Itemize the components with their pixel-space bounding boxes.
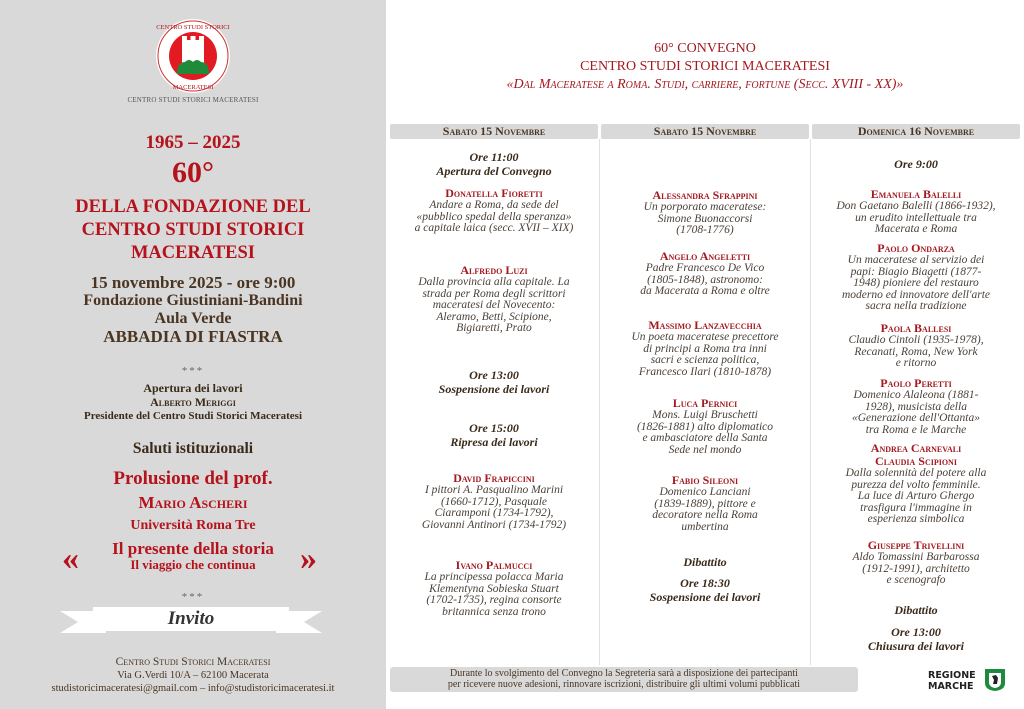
- schedule-item: [812, 539, 1020, 587]
- talk-line: La luce di Arturo Ghergo: [857, 490, 975, 502]
- talk-line: Domenico Lanciani: [659, 486, 751, 498]
- foundation-line: DELLA FONDAZIONE DEL: [75, 197, 311, 217]
- schedule-item: [601, 397, 809, 456]
- svg-text:CENTRO STUDI STORICI: CENTRO STUDI STORICI: [156, 24, 230, 31]
- talk-line: Klementyna Sobieska Stuart: [429, 582, 559, 595]
- schedule-item: [390, 368, 598, 396]
- talk-line: La principessa polacca Maria: [424, 571, 564, 583]
- talk-line: I pittori A. Pasqualino Marini: [424, 484, 564, 496]
- item-time: Ore 11:00: [469, 150, 519, 164]
- talk-line: Macerata e Roma: [874, 223, 958, 235]
- item-event: Chiusura dei lavori: [867, 639, 965, 653]
- lecture-subtitle: Il viaggio che continua: [130, 557, 256, 572]
- item-event: Sospensione dei lavori: [438, 382, 550, 396]
- schedule-item: [812, 322, 1020, 370]
- talk-line: Domenico Alaleona (1881-: [853, 389, 979, 401]
- talk-line: Don Gaetano Balelli (1866-1932),: [836, 200, 996, 212]
- anniversary: 60°: [172, 156, 214, 189]
- venue-line: Aula Verde: [154, 310, 232, 327]
- speaker-name: David Frapiccini: [453, 471, 535, 485]
- talk-line: Francesco Ilari (1810-1878): [638, 365, 772, 378]
- talk-line: sacri e scienza politica,: [650, 354, 760, 366]
- talk-line: Giovanni Antinori (1734-1792): [421, 518, 567, 531]
- logo-caption: CENTRO STUDI STORICI MACERATESI: [127, 96, 259, 104]
- regione-marche-logo: [928, 668, 1008, 694]
- item-time: Ore 13:00: [891, 625, 941, 639]
- speaker-name: Luca Pernici: [672, 396, 738, 410]
- talk-line: maceratesi del Novecento:: [432, 299, 556, 311]
- lecture-label: Prolusione del prof.: [113, 468, 273, 489]
- talk-line: moderno ed innovatore dell'arte: [842, 288, 990, 301]
- talk-line: umbertina: [681, 520, 729, 533]
- talk-line: di principi a Roma tra inni: [643, 342, 767, 355]
- opening-block: [0, 381, 386, 423]
- talk-line: (1839-1889), pittore e: [654, 497, 756, 510]
- schedule-item: [601, 319, 809, 378]
- talk-line: (1708-1776): [676, 224, 734, 236]
- talk-line: «Generazione dell'Ottanta»: [852, 412, 980, 424]
- talk-line: Un maceratese al servizio dei: [847, 254, 985, 266]
- talk-line: sacra nella tradizione: [865, 300, 967, 312]
- talk-line: purezza del volto femminile.: [851, 478, 981, 491]
- speaker-name: Massimo Lanzavecchia: [648, 318, 762, 332]
- speaker-name: Fabio Sileoni: [671, 473, 739, 487]
- speaker-name: Paolo Ondarza: [877, 241, 955, 255]
- foundation-line: CENTRO STUDI STORICI: [81, 220, 305, 240]
- talk-line: (1912-1991), architetto: [862, 562, 970, 575]
- column-divider: [599, 139, 600, 665]
- talk-line: Simone Buonaccorsi: [657, 212, 753, 225]
- schedule-item: [812, 603, 1020, 617]
- item-time: Ore 18:30: [680, 576, 730, 590]
- divider-stars: ***: [181, 365, 205, 377]
- foundation-title: [0, 196, 386, 265]
- talk-line: Andare a Roma, da sede del: [429, 199, 559, 211]
- talk-line: Un poeta maceratese precettore: [631, 331, 779, 343]
- talk-line: Aleramo, Betti, Scipione,: [436, 310, 552, 323]
- talk-line: da Macerata a Roma e oltre: [640, 285, 770, 297]
- schedule-item: [812, 188, 1020, 236]
- schedule-item: [812, 377, 1020, 436]
- address-org: Centro Studi Storici Maceratesi: [115, 656, 271, 668]
- speaker-name: Angelo Angeletti: [659, 249, 751, 263]
- event-details: [0, 274, 386, 346]
- talk-line: Dalla provincia alla capitale. La: [418, 276, 570, 288]
- speaker-name: Giuseppe Trivellini: [867, 538, 965, 552]
- schedule-item: [601, 250, 809, 298]
- speaker-name: Emanuela Balelli: [870, 187, 962, 201]
- opening-name: Alberto Meriggi: [150, 395, 236, 409]
- schedule-item: [812, 625, 1020, 653]
- lecture-title: Il presente della storia: [112, 539, 274, 558]
- greetings: Saluti istituzionali: [132, 440, 254, 457]
- schedule-item: [390, 559, 598, 618]
- talk-line: (1805-1848), astronomo:: [647, 273, 763, 286]
- date-time: 15 novembre 2025 - ore 9:00: [90, 273, 296, 292]
- talk-line: Padre Francesco De Vico: [645, 262, 765, 274]
- schedule-item: [601, 474, 809, 533]
- talk-line: e ambasciatore della Santa: [642, 432, 768, 444]
- schedule-item: [390, 421, 598, 449]
- talk-line: (1660-1712), Pasquale: [440, 495, 548, 508]
- place: ABBADIA DI FIASTRA: [103, 327, 283, 346]
- sponsor-line: MARCHE: [928, 681, 974, 692]
- venue-line: Fondazione Giustiniani-Bandini: [83, 292, 303, 309]
- program-panel: [386, 0, 1024, 709]
- talk-line: Dalla solennità del potere alla: [845, 467, 987, 479]
- talk-line: Bigiaretti, Prato: [456, 322, 532, 334]
- address-emails[interactable]: studistoricimaceratesi@gmail.com – info@studistoricimaceratesi.it: [51, 683, 335, 694]
- schedule-item: [812, 157, 1020, 171]
- talk-line: (1826-1881) alto diplomatico: [636, 420, 774, 433]
- left-panel: [0, 0, 386, 709]
- talk-line: (1702-1735), regina consorte: [426, 594, 562, 606]
- program-header: [386, 40, 1024, 94]
- foundation-line: MACERATESI: [130, 243, 256, 263]
- schedule-item: [390, 264, 598, 335]
- theme-title: «Dal Maceratese a Roma. Studi, carriere, fortune (Secc. XVIII - XX)»: [506, 77, 904, 92]
- secretariat-note: [390, 667, 858, 692]
- speaker-name: Donatella Fioretti: [445, 186, 543, 200]
- talk-line: Un porporato maceratese:: [643, 201, 767, 213]
- speaker-name: Paola Ballesi: [880, 321, 952, 335]
- lecture-title-block: [0, 539, 386, 577]
- lecturer-university: Università Roma Tre: [130, 518, 256, 533]
- item-event: Ripresa dei lavori: [450, 435, 538, 449]
- svg-text:MACERATESI: MACERATESI: [172, 84, 214, 91]
- address-block: [0, 656, 386, 695]
- day-header-1: Sabato 15 Novembre: [390, 124, 598, 139]
- item-time: Ore 9:00: [894, 157, 938, 171]
- talk-line: Recanati, Roma, New York: [854, 345, 978, 358]
- talk-line: tra Roma e le Marche: [865, 423, 967, 436]
- talk-line: Ciaramponi (1734-1792),: [434, 507, 554, 519]
- note-line: per ricevere nuove adesioni, rinnovare iscrizioni, distribuire gli ultimi volumi pubblicati: [447, 679, 801, 690]
- talk-line: Sede nel mondo: [668, 443, 742, 456]
- years: 1965 – 2025: [145, 132, 241, 153]
- schedule-item: [812, 442, 1020, 526]
- talk-line: e ritorno: [895, 357, 937, 369]
- day-header-3: Domenica 16 Novembre: [812, 124, 1020, 139]
- talk-line: trasfigura l'immagine in: [860, 501, 972, 514]
- column-divider: [810, 139, 811, 665]
- schedule-item: [390, 472, 598, 531]
- schedule-item: [601, 555, 809, 569]
- quote-close: »: [300, 540, 317, 577]
- schedule-item: [812, 242, 1020, 313]
- talk-line: «pubblico spedal della speranza»: [416, 210, 572, 223]
- opening-label: Apertura dei lavori: [143, 381, 243, 395]
- talk-line: Claudio Cintoli (1935-1978),: [848, 334, 984, 346]
- talk-line: britannica senza trono: [442, 605, 546, 618]
- speaker-name: Alessandra Sfrappini: [652, 188, 758, 202]
- invite-ribbon: [60, 607, 322, 637]
- lecturer-name: Mario Ascheri: [138, 493, 248, 512]
- talk-line: papi: Biagio Biagetti (1877-: [850, 265, 982, 278]
- item-time: Ore 15:00: [469, 421, 519, 435]
- logo-icon: [155, 18, 231, 94]
- talk-line: un erudito intellettuale tra: [855, 211, 977, 224]
- regione-marche-text: [928, 670, 976, 692]
- schedule-item: [601, 576, 809, 604]
- divider-stars: ***: [181, 591, 205, 603]
- schedule-item: [390, 187, 598, 235]
- talk-line: 1928), musicista della: [865, 400, 967, 413]
- day-header-2: Sabato 15 Novembre: [601, 124, 809, 139]
- item-time: Ore 13:00: [469, 368, 519, 382]
- opening-role: Presidente del Centro Studi Storici Maceratesi: [83, 410, 303, 422]
- speaker-name: Claudia Scipioni: [875, 454, 957, 468]
- talk-line: Mons. Luigi Bruschetti: [652, 409, 758, 421]
- talk-line: 1948) pioniere del restauro: [853, 277, 979, 289]
- item-event: Dibattito: [683, 555, 727, 569]
- sponsor-line: REGIONE: [928, 670, 976, 681]
- address-street: Via G.Verdi 10/A – 62100 Macerata: [117, 670, 269, 681]
- talk-line: strada per Roma degli scrittori: [422, 287, 566, 300]
- regione-shield-icon: [984, 668, 1006, 692]
- item-event: Sospensione dei lavori: [649, 590, 761, 604]
- invite-label: Invito: [93, 607, 289, 631]
- talk-line: a capitale laica (secc. XVII – XIX): [414, 222, 574, 234]
- item-event: Dibattito: [894, 603, 938, 617]
- item-event: Apertura del Convegno: [436, 164, 552, 178]
- edition-title: 60° CONVEGNO: [654, 41, 756, 56]
- talk-line: esperienza simbolica: [867, 513, 965, 525]
- schedule-item: [390, 150, 598, 178]
- org-title: CENTRO STUDI STORICI MACERATESI: [580, 59, 830, 74]
- talk-line: Aldo Tomassini Barbarossa: [852, 551, 980, 563]
- speaker-name: Alfredo Luzi: [460, 263, 528, 277]
- schedule-item: [601, 189, 809, 237]
- speaker-name: Ivano Palmucci: [455, 558, 533, 572]
- talk-line: e scenografo: [886, 574, 946, 586]
- speaker-name: Paolo Peretti: [880, 376, 952, 390]
- note-line: Durante lo svolgimento del Convegno la Segreteria sarà a disposizione dei partecipanti: [450, 668, 798, 679]
- quote-open: «: [62, 540, 79, 577]
- talk-line: decoratore nella Roma: [652, 509, 758, 521]
- speaker-name: Andrea Carnevali: [870, 441, 962, 455]
